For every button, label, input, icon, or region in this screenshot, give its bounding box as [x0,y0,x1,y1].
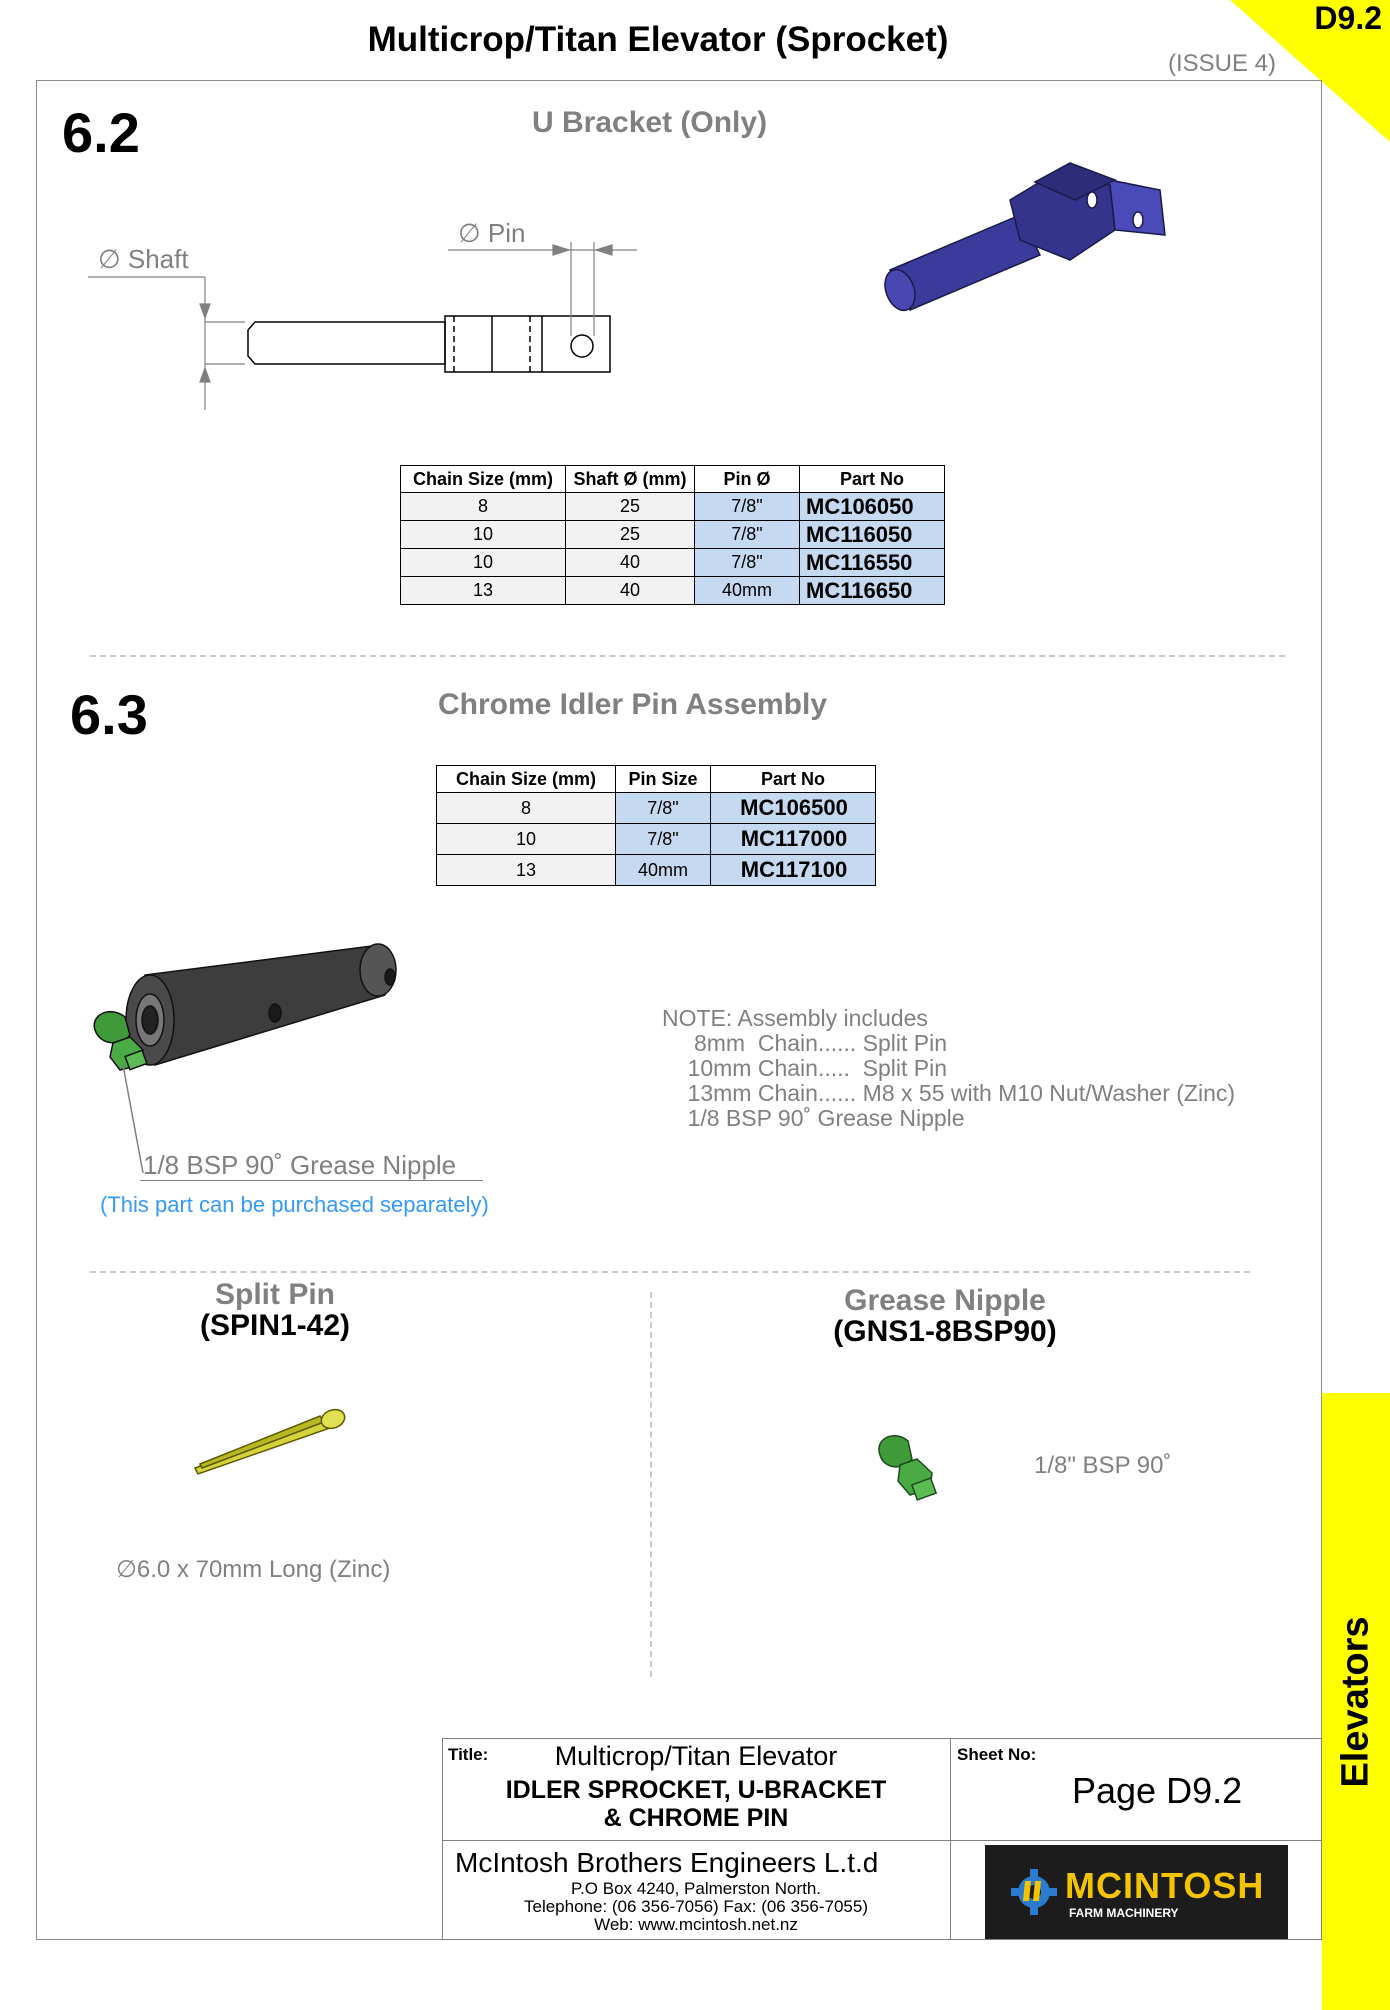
grease-nipple-spec: 1/8" BSP 90˚ [1034,1452,1172,1479]
part-number: MC116550 [800,549,945,577]
note-line: 13mm Chain...... M8 x 55 with M10 Nut/Washer (Zinc) [662,1080,1236,1106]
note-line: 8mm Chain...... Split Pin [662,1030,948,1056]
part-number: MC117100 [711,855,876,886]
side-tab-label: Elevators [1334,1615,1377,1788]
table-cell: 13 [401,577,566,605]
company-phone: Telephone: (06 356-7056) Fax: (06 356-7055) [523,1897,868,1916]
idler-pin-image [85,935,415,1175]
table-row [437,824,876,855]
dim-pin-text: Pin [487,218,526,248]
dim-shaft-label: ∅ Shaft [98,244,189,274]
grease-nipple-title: Grease Nipple [844,1284,1046,1317]
table-row [401,549,945,577]
column-header: Shaft Ø (mm) [566,466,695,493]
dim-shaft-text: Shaft [127,244,189,274]
split-pin-title: Split Pin [215,1278,335,1311]
table-cell: 7/8" [616,793,711,824]
table-cell: 7/8" [695,521,800,549]
table-cell: 7/8" [616,824,711,855]
logo-name: MCINTOSH [1065,1865,1265,1906]
table-cell: 10 [401,521,566,549]
table-cell: 25 [566,521,695,549]
section-title-u-bracket: U Bracket (Only) [532,106,768,139]
title-line-1: Multicrop/Titan Elevator [554,1741,838,1771]
table-cell: 10 [437,824,616,855]
gear-icon [1009,1867,1059,1917]
side-tab [1322,1393,1390,2010]
company-web: Web: www.mcintosh.net.nz [594,1915,798,1934]
title-line-2: IDLER SPROCKET, U-BRACKET [505,1776,887,1804]
u-bracket-table [400,465,945,605]
title-block-hdivider [442,1840,1322,1841]
section-number-6-2: 6.2 [62,101,140,164]
part-number: MC116050 [800,521,945,549]
table-header-row [437,766,876,793]
split-pin-image [190,1400,350,1480]
part-number: MC117000 [711,824,876,855]
company-name: McIntosh Brothers Engineers L.t.d [455,1847,879,1878]
table-row [437,855,876,886]
column-header: Part No [711,766,876,793]
column-header: Pin Ø [695,466,800,493]
grease-nipple-heading [780,1286,1110,1348]
grease-nipple-image [872,1425,942,1505]
table-row [401,493,945,521]
split-pin-code: (SPIN1-42) [199,1309,351,1342]
title-block-vdivider [950,1738,951,1940]
note-line: NOTE: Assembly includes [662,1005,928,1031]
table-cell: 40mm [695,577,800,605]
part-number: MC106050 [800,493,945,521]
table-cell: 40 [566,577,695,605]
grease-nipple-code: (GNS1-8BSP90) [833,1315,1057,1348]
column-header: Chain Size (mm) [401,466,566,493]
note-line: 10mm Chain..... Split Pin [662,1055,948,1081]
sheet-label: Sheet No: [957,1745,1037,1764]
table-row [401,521,945,549]
bracket-outline [445,316,610,372]
part-number: MC116650 [800,577,945,605]
column-header: Part No [800,466,945,493]
column-header: Pin Size [616,766,711,793]
table-cell: 40 [566,549,695,577]
company-logo [985,1845,1288,1939]
section-divider [90,1271,1250,1273]
issue-label: (ISSUE 4) [1168,50,1277,77]
table-cell: 10 [401,549,566,577]
separate-purchase-note: (This part can be purchased separately) [100,1192,489,1217]
title-line-3: & CHROME PIN [603,1804,789,1832]
table-cell: 8 [437,793,616,824]
table-cell: 8 [401,493,566,521]
u-bracket-image [870,160,1170,330]
sheet-value: Page D9.2 [1072,1770,1243,1811]
logo-subtitle: FARM MACHINERY [1069,1906,1179,1920]
table-cell: 7/8" [695,493,800,521]
shaft-outline [248,322,445,364]
page-code: D9.2 [1314,0,1382,36]
table-cell: 40mm [616,855,711,886]
part-number: MC106500 [711,793,876,824]
grease-nipple-callout: 1/8 BSP 90˚ Grease Nipple [143,1150,457,1180]
table-header-row [401,466,945,493]
idler-pin-table [436,765,876,886]
split-pin-spec: ∅6.0 x 70mm Long (Zinc) [116,1556,391,1583]
split-pin-heading [145,1280,405,1342]
column-header: Chain Size (mm) [437,766,616,793]
section-number-6-3: 6.3 [70,683,148,746]
table-cell: 7/8" [695,549,800,577]
pin-hole [571,335,593,357]
callout-underline [140,1180,483,1181]
table-cell: 25 [566,493,695,521]
dim-pin-label: ∅ Pin [458,218,526,248]
table-row [437,793,876,824]
note-line: 1/8 BSP 90˚ Grease Nipple [662,1105,965,1131]
page-title: Multicrop/Titan Elevator (Sprocket) [367,20,949,59]
title-label: Title: [448,1745,489,1764]
company-address: P.O Box 4240, Palmerston North. [570,1879,822,1898]
column-divider [650,1292,652,1677]
section-title-idler-pin: Chrome Idler Pin Assembly [438,688,828,721]
section-divider [90,655,1285,657]
table-row [401,577,945,605]
split-pin-spec-text: 6.0 x 70mm Long (Zinc) [136,1556,391,1583]
table-cell: 13 [437,855,616,886]
